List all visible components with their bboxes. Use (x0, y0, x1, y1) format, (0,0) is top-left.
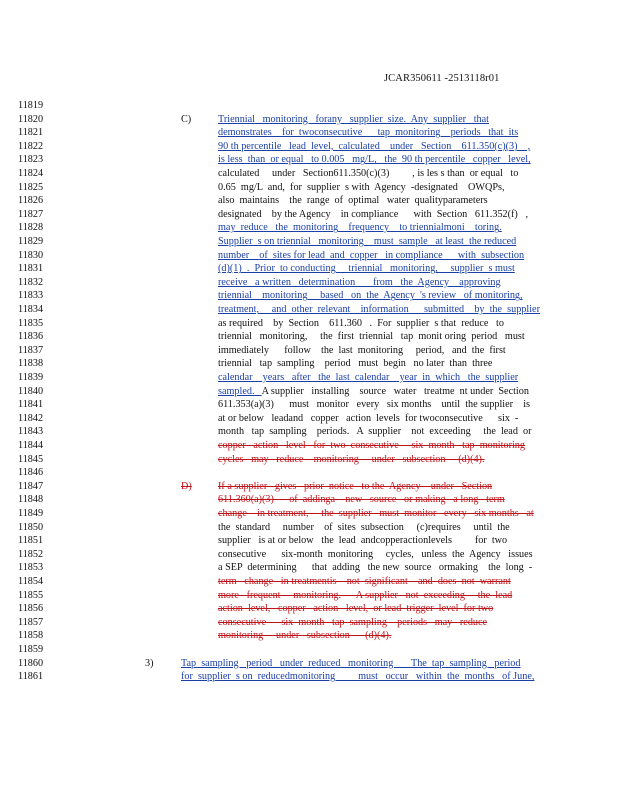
inserted-text: Triennial monitoring forany supplier size. Any supplier that (218, 113, 489, 125)
line-text (218, 481, 541, 493)
text-line (0, 440, 618, 452)
inserted-text: calendar years after the last calendar year in which the supplier (218, 372, 519, 383)
text-line (0, 494, 618, 506)
body-text: consecutive six-month monitoring cycles, unless the Agency issues (218, 548, 533, 560)
line-number: 11852 (18, 548, 44, 560)
text-line (0, 277, 618, 289)
deleted-text: copper action level for two consecutive six month tap monitoring (218, 440, 525, 451)
line-text (218, 250, 541, 262)
inserted-text: Supplier s on triennial monitoring must sample at least the reduced (218, 236, 517, 247)
line-text (218, 562, 541, 574)
body-text: triennial monitoring, the first triennial tap monit oring period must (218, 331, 525, 343)
line-number: 11859 (18, 644, 44, 655)
deleted-text: monitoring under subsection (d)(4). (218, 630, 392, 642)
line-number: 11843 (18, 426, 44, 438)
line-number: 11849 (18, 508, 44, 519)
text-line (0, 467, 618, 479)
line-number: 11854 (18, 576, 44, 587)
line-text (218, 154, 541, 166)
text-line (0, 426, 618, 438)
deleted-text: change in treatment, the supplier must monitor every six months at (218, 508, 534, 519)
line-number: 11832 (18, 276, 44, 288)
text-line (0, 209, 618, 221)
line-text (218, 114, 541, 126)
line-text (218, 290, 541, 302)
inserted-text: demonstrates for twoconsecutive tap monitoring periods that its (218, 127, 519, 139)
text-line (0, 549, 618, 561)
line-number: 11841 (18, 399, 44, 411)
line-text (218, 168, 541, 180)
text-line (0, 168, 618, 180)
line-text (218, 358, 541, 370)
line-number: 11839 (18, 372, 44, 383)
line-number: 11850 (18, 521, 44, 533)
line-number: 11851 (18, 535, 44, 547)
line-number: 11836 (18, 331, 44, 343)
text-line (0, 222, 618, 234)
line-text (218, 549, 541, 561)
text-line (0, 508, 618, 520)
body-text: supplier is at or below the lead andcopperactionlevels for two (218, 535, 508, 547)
text-line (0, 127, 618, 139)
line-text (218, 508, 541, 520)
text-line (0, 454, 618, 466)
inserted-text: Tap sampling period under reduced monitoring The tap sampling period (181, 657, 521, 669)
line-text (218, 603, 541, 615)
body-text: immediately follow the last monitoring period, and the first (218, 344, 506, 356)
body-text: 0.65 mg/L and, for supplier s with Agency -designated OWQPs, (218, 181, 505, 193)
line-number: 11857 (18, 616, 44, 628)
text-line (0, 345, 618, 357)
line-number: 11821 (18, 127, 44, 139)
line-text (218, 236, 541, 248)
line-text (218, 345, 541, 357)
line-number: 11823 (18, 154, 44, 166)
body-text: 611.353(a)(3) must monitor every six months until the supplier is (218, 399, 531, 411)
line-text (218, 372, 541, 384)
deleted-text: term change in treatmentis not significant and does not warrant (218, 576, 511, 587)
line-text (218, 277, 541, 289)
text-line (0, 630, 618, 642)
line-number: 11824 (18, 168, 44, 179)
line-text (218, 318, 541, 330)
line-number: 11838 (18, 358, 44, 370)
line-text (218, 413, 541, 425)
body-text: the standard number of sites subsection (c)requires until the (218, 521, 510, 533)
body-text: also maintains the range of optimal water qualityparameters (218, 195, 488, 207)
line-text (218, 576, 541, 588)
text-line (0, 318, 618, 330)
line-number: 11856 (18, 603, 44, 615)
line-number: 11830 (18, 249, 44, 261)
inserted-text: is less than or equal to 0.005 mg/L, the 90 th percentile copper level, (218, 154, 531, 166)
deleted-text: cycles may reduce monitoring under subsection (d)(4). (218, 453, 485, 465)
text-line (0, 671, 618, 683)
line-text (218, 195, 541, 207)
line-number: 11855 (18, 589, 44, 601)
text-line (0, 304, 618, 316)
line-number: 11848 (18, 494, 44, 506)
text-line (0, 236, 618, 248)
line-text (218, 630, 541, 642)
text-line (0, 195, 618, 207)
text-line (0, 358, 618, 370)
line-number: 11835 (18, 317, 44, 329)
inserted-text: triennial monitoring based on the Agency 's review of monitoring, (218, 290, 523, 302)
line-number: 11847 (18, 480, 44, 492)
line-number: 11861 (18, 671, 44, 683)
line-number: 11842 (18, 412, 44, 424)
line-text (218, 386, 541, 398)
text-line (0, 590, 618, 602)
line-text (218, 263, 541, 275)
body-text: triennial tap sampling period must begin no later than three (218, 358, 493, 370)
deleted-text: 611.360(a)(3) of addinga new source or making a long term (218, 494, 505, 506)
line-text (218, 617, 541, 629)
line-number: 11826 (18, 195, 44, 207)
line-number: 11833 (18, 290, 44, 302)
inserted-text: for supplier s on reducedmonitoring must occur within the months of June, (181, 671, 535, 683)
inserted-text: 90 th percentile lead level, calculated under Section 611.350(c)(3) , (218, 140, 531, 152)
line-text (218, 209, 541, 221)
text-line (0, 522, 618, 534)
line-text (218, 182, 541, 194)
text-line (0, 114, 618, 126)
line-text (218, 222, 541, 234)
line-number: 11834 (18, 304, 44, 315)
inserted-text: number of sites for lead and copper in compliance with subsection (218, 249, 525, 261)
line-number: 11829 (18, 236, 44, 247)
text-line (0, 250, 618, 262)
text-line (0, 263, 618, 275)
line-text (218, 454, 541, 466)
body-text: A supplier installing source water treatme nt under Section (261, 385, 529, 397)
text-line (0, 331, 618, 343)
line-number: 11822 (18, 140, 44, 152)
text-line (0, 562, 618, 574)
line-text (218, 522, 541, 534)
line-text (218, 440, 541, 452)
deleted-text: consecutive six month tap sampling periods may reduce (218, 616, 488, 628)
text-line (0, 182, 618, 194)
text-line (0, 413, 618, 425)
body-text: as required by Section 611.360 . For supplier s that reduce to (218, 317, 504, 329)
line-text (218, 127, 541, 139)
line-text (181, 658, 543, 670)
text-line (0, 372, 618, 384)
body-text: a SEP determining that adding the new source ormaking the long - (218, 562, 533, 574)
line-number: 11828 (18, 222, 44, 234)
text-line (0, 603, 618, 615)
deleted-text: If a supplier gives prior notice to the Agency under Section (218, 480, 493, 492)
inserted-text: sampled. (218, 385, 262, 397)
text-line (0, 154, 618, 166)
line-text (218, 590, 541, 602)
line-number: 11844 (18, 440, 44, 451)
line-text (218, 494, 541, 506)
subsection-label: D) (181, 480, 192, 492)
line-number: 11819 (18, 100, 44, 111)
text-line (0, 399, 618, 411)
body-text: calculated under Section611.350(c)(3) , is les s than or equal to (218, 168, 519, 179)
line-number: 11858 (18, 630, 44, 642)
body-text: designated by the Agency in compliance with Section 611.352(f) , (218, 208, 528, 220)
line-text (218, 535, 541, 547)
inserted-text: treatment, and other relevant information submitted by the supplier (218, 304, 540, 315)
line-number: 11860 (18, 657, 44, 669)
text-line (0, 576, 618, 588)
subsection-label: C) (181, 113, 192, 125)
text-line (0, 535, 618, 547)
line-number: 11831 (18, 263, 44, 275)
inserted-text: may reduce the monitoring frequency to triennialmoni toring. (218, 222, 502, 234)
line-number: 11825 (18, 181, 44, 193)
text-line (0, 386, 618, 398)
line-text (218, 399, 541, 411)
body-text: at or below leadand copper action levels for twoconsecutive six - (218, 412, 519, 424)
deleted-text: action level, copper action level, or lead trigger level for two (218, 603, 494, 615)
inserted-text: receive a written determination from the Agency approving (218, 276, 501, 288)
text-line (0, 481, 618, 493)
deleted-text: more frequent monitoring. A supplier not exceeding the lead (218, 589, 513, 601)
text-line (0, 100, 618, 112)
line-number: 11845 (18, 453, 44, 465)
line-number: 11853 (18, 562, 44, 574)
line-text (218, 426, 541, 438)
text-line (0, 617, 618, 629)
line-number: 11827 (18, 208, 44, 220)
line-text (181, 671, 543, 683)
line-number: 11837 (18, 344, 44, 356)
text-line (0, 290, 618, 302)
text-line (0, 658, 618, 670)
line-text (218, 304, 541, 316)
inserted-text: (d)(1) . Prior to conducting triennial monitoring, supplier s must (218, 263, 515, 275)
body-text: month tap sampling periods. A supplier not exceeding the lead or (218, 426, 532, 438)
line-number: 11846 (18, 467, 44, 479)
subsection-label: 3) (145, 657, 154, 669)
line-number: 11840 (18, 385, 44, 397)
document-header-id: JCAR350611 -2513118r01 (384, 73, 500, 84)
line-text (218, 141, 541, 153)
text-line (0, 141, 618, 153)
line-number: 11820 (18, 113, 44, 125)
text-line (0, 644, 618, 656)
line-text (218, 331, 541, 343)
